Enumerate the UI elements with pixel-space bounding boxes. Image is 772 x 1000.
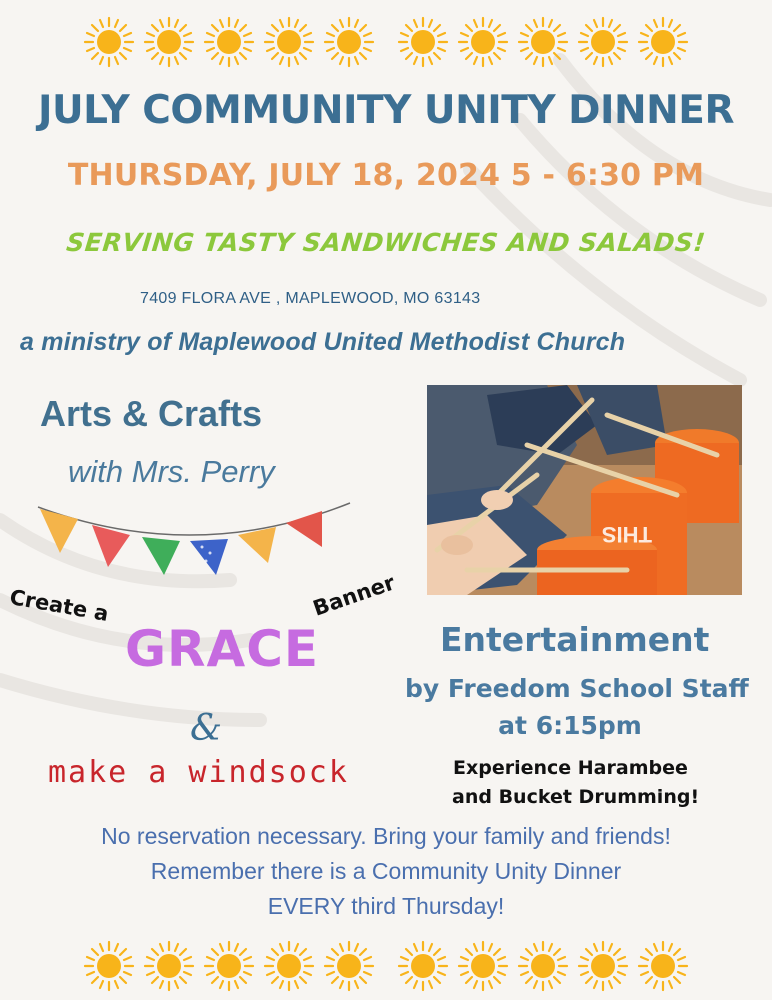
menu-tagline: SERVING TASTY SANDWICHES AND SALADS!	[65, 228, 707, 257]
windsock-text: make a windsock	[48, 755, 349, 790]
experience-line-2: and Bucket Drumming!	[452, 786, 700, 808]
entertainment-by: by Freedom School Staff	[405, 674, 749, 703]
sun-icon	[79, 16, 139, 68]
sun-icon	[393, 16, 453, 68]
footer-line-2: Remember there is a Community Unity Dinner	[150, 858, 622, 884]
top-sun-row	[0, 16, 772, 68]
sun-icon	[513, 16, 573, 68]
sun-icon	[453, 16, 513, 68]
event-address: 7409 FLORA AVE , MAPLEWOOD, MO 63143	[140, 290, 481, 307]
ampersand: &	[190, 708, 223, 749]
bottom-sun-row	[0, 940, 772, 992]
footer-line-1: No reservation necessary. Bring your family and friends!	[101, 823, 671, 849]
arts-host: with Mrs. Perry	[68, 454, 275, 489]
ministry-line: a ministry of Maplewood United Methodist Church	[20, 328, 626, 356]
sun-icon	[139, 16, 199, 68]
banner-word: Banner	[310, 570, 398, 621]
sun-icon	[453, 940, 513, 992]
experience-line-1: Experience Harambee	[453, 757, 688, 779]
svg-text:THIS: THIS	[601, 522, 652, 547]
event-datetime: THURSDAY, JULY 18, 2024 5 - 6:30 PM	[67, 158, 705, 193]
sun-icon	[259, 16, 319, 68]
footer-line-3: EVERY third Thursday!	[267, 893, 505, 919]
sun-icon	[259, 940, 319, 992]
sun-icon	[633, 940, 693, 992]
entertainment-heading: Entertainment	[440, 620, 710, 659]
entertainment-time: at 6:15pm	[498, 711, 642, 740]
bucket-drumming-photo	[427, 385, 742, 595]
sun-icon	[573, 16, 633, 68]
sun-icon	[319, 16, 379, 68]
bunting-banner-icon	[30, 495, 360, 590]
create-a-text: Create a	[7, 585, 111, 626]
sun-icon	[79, 940, 139, 992]
sun-icon	[513, 940, 573, 992]
sun-icon	[319, 940, 379, 992]
sun-icon	[199, 940, 259, 992]
grace-word: GRACE	[125, 620, 320, 678]
event-title: JULY COMMUNITY UNITY DINNER	[38, 88, 734, 133]
sun-icon	[633, 16, 693, 68]
sun-icon	[573, 940, 633, 992]
sun-icon	[199, 16, 259, 68]
sun-icon	[139, 940, 199, 992]
arts-crafts-heading: Arts & Crafts	[40, 393, 263, 434]
sun-icon	[393, 940, 453, 992]
